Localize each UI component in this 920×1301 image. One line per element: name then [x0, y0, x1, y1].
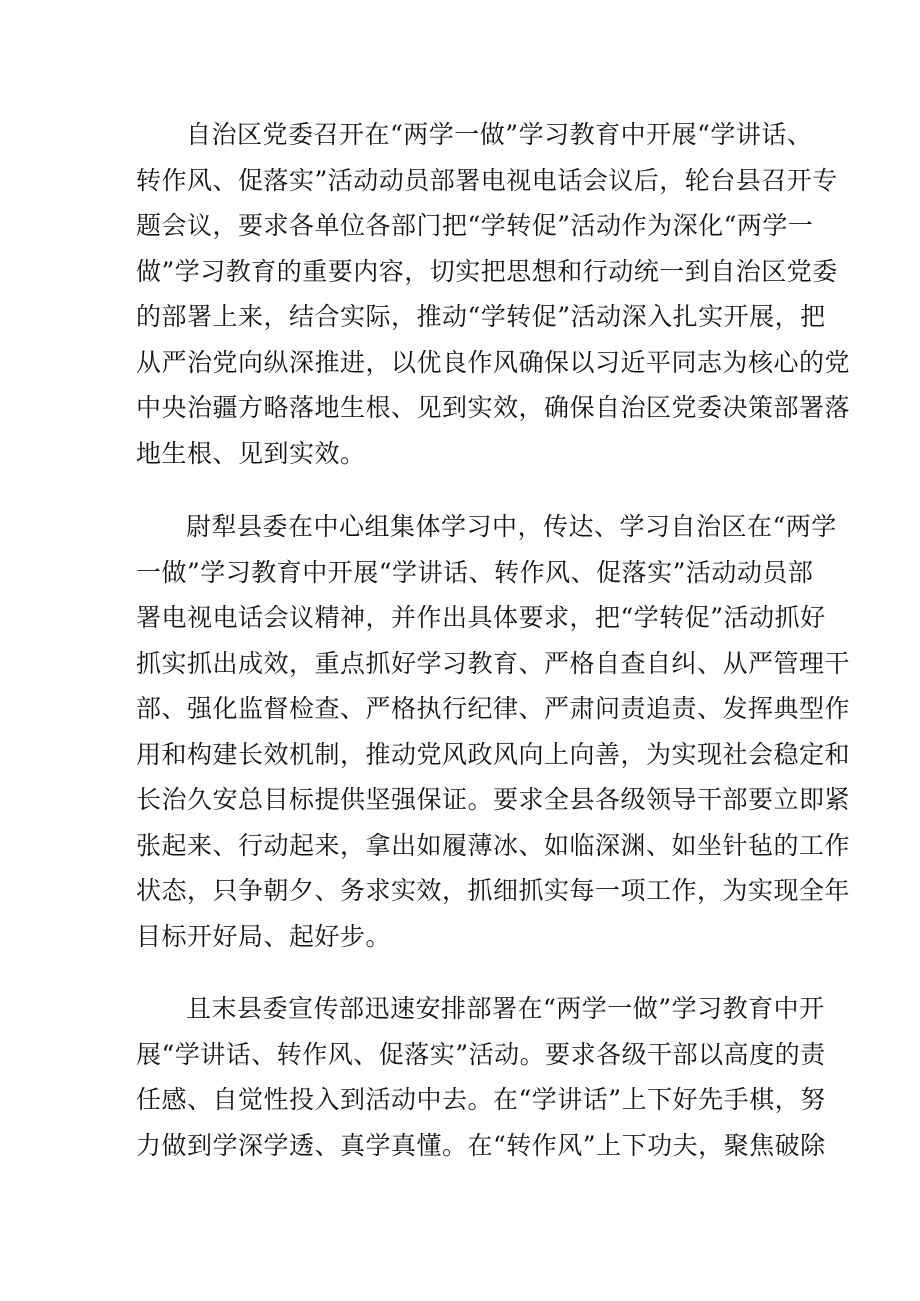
paragraph-line: 自治区党委召开在“两学一做”学习教育中开展“学讲话、: [186, 120, 813, 149]
paragraph-line: 从严治党向纵深推进，以优良作风确保以习近平同志为核心的党: [136, 347, 851, 377]
paragraph-line: 张起来、行动起来，拿出如履薄冰、如临深渊、如坐针毡的工作: [136, 830, 851, 860]
paragraph-line: 抓实抓出成效，重点抓好学习教育、严格自查自纠、从严管理干: [136, 648, 851, 678]
paragraph-qiemo: [136, 986, 826, 1168]
paragraph-line: 且末县委宣传部迅速安排部署在“两学一做”学习教育中开: [186, 994, 825, 1023]
paragraph-line: 状态，只争朝夕、务求实效，抓细抓实每一项工作，为实现全年: [136, 876, 851, 905]
paragraph-line: 中央治疆方略落地生根、见到实效，确保自治区党委决策部署落: [136, 393, 851, 422]
paragraph-line: 用和构建长效机制，推动党风政风向上向善，为实现社会稳定和: [136, 739, 851, 769]
paragraph-line: 尉犁县委在中心组集体学习中，传达、学习自治区在“两学: [186, 512, 837, 541]
paragraph-line: 长治久安总目标提供坚强保证。要求全县各级领导干部要立即紧: [136, 785, 851, 814]
paragraph-line: 力做到学深学透、真学真懂。在“转作风”上下功夫，聚焦破除: [136, 1130, 826, 1160]
paragraph-line: 目标开好局、起好步。: [136, 921, 392, 951]
paragraph-line: 一做”学习教育中开展“学讲话、转作风、促落实”活动动员部: [136, 557, 814, 587]
paragraph-line: 部、强化监督检查、严格执行纪律、严肃问责追责、发挥典型作: [136, 694, 851, 723]
paragraph-line: 署电视电话会议精神，并作出具体要求，把“学转促”活动抓好: [136, 603, 826, 632]
paragraph-luntai: [136, 112, 851, 476]
paragraph-line: 题会议，要求各单位各部门把“学转促”活动作为深化“两学一: [136, 211, 814, 240]
paragraph-line: 做”学习教育的重要内容，切实把思想和行动统一到自治区党委: [136, 256, 838, 286]
paragraph-line: 展“学讲话、转作风、促落实”活动。要求各级干部以高度的责: [136, 1039, 826, 1069]
paragraph-line: 任感、自觉性投入到活动中去。在“学讲话”上下好先手棋，努: [136, 1085, 826, 1114]
paragraph-line: 地生根、见到实效。: [136, 438, 366, 468]
paragraph-yuli: [136, 504, 851, 959]
paragraph-line: 转作风、促落实”活动动员部署电视电话会议后，轮台县召开专: [136, 165, 838, 195]
paragraph-line: 的部署上来，结合实际，推动“学转促”活动深入扎实开展，把: [136, 302, 826, 331]
